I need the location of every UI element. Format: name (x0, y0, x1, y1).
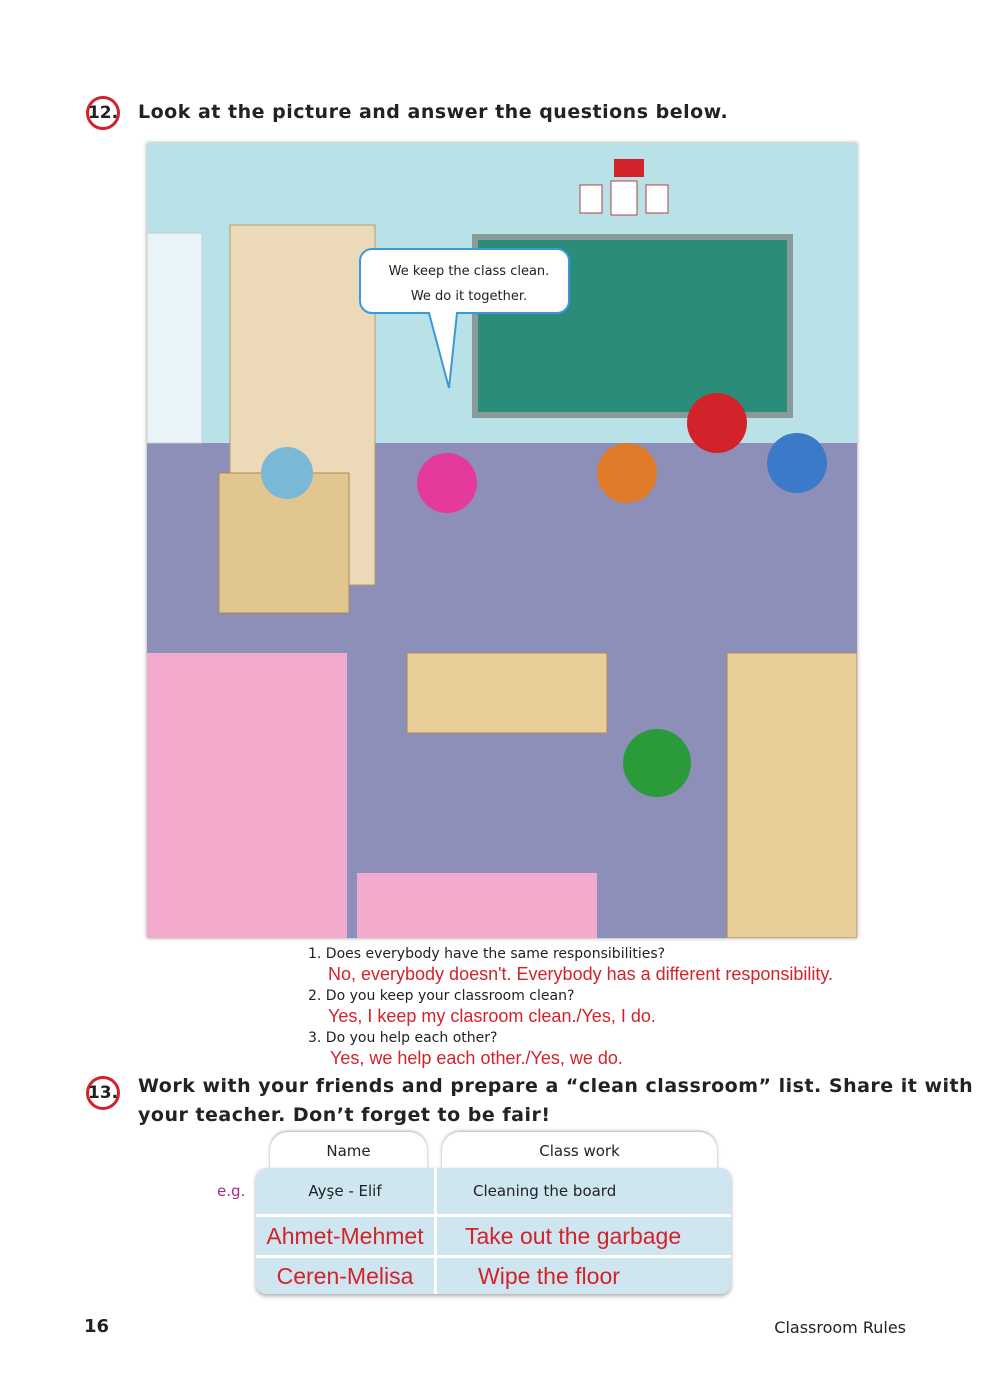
question-1: 1. Does everybody have the same responsibilities? (308, 946, 666, 962)
answer-1: No, everybody doesn't. Everybody has a different responsibility. (328, 964, 834, 984)
instruction-line-2: your teacher. Don’t forget to be fair! (138, 1104, 551, 1126)
header-class-work: Class work (442, 1132, 717, 1170)
exercise-13-number: 13. (86, 1076, 120, 1110)
unit-title: Classroom Rules (774, 1318, 906, 1337)
row-1-name: Ahmet-Mehmet (266, 1222, 424, 1249)
clean-classroom-table (256, 1168, 731, 1294)
question-2: 2. Do you keep your classroom clean? (308, 988, 575, 1004)
header-name: Name (270, 1132, 427, 1170)
row-1-work: Take out the garbage (465, 1222, 682, 1249)
example-label: e.g. (217, 1182, 246, 1200)
exercise-13-instruction (138, 1072, 973, 1130)
exercise-12-number: 12. (86, 96, 120, 130)
row-example-work: Cleaning the board (473, 1182, 617, 1200)
classroom-illustration (147, 143, 857, 938)
exercise-12-instruction: Look at the picture and answer the questions below. (138, 101, 729, 123)
question-3: 3. Do you help each other? (308, 1030, 498, 1046)
answer-2: Yes, I keep my clasroom clean./Yes, I do. (328, 1006, 656, 1026)
row-example-name: Ayşe - Elif (308, 1182, 382, 1200)
instruction-line-1: Work with your friends and prepare a “clean classroom” list. Share it with (138, 1075, 974, 1097)
page-number: 16 (84, 1316, 110, 1337)
speech-line-1: We keep the class clean. (388, 264, 550, 279)
row-2-work: Wipe the floor (478, 1262, 620, 1289)
row-2-name: Ceren-Melisa (276, 1262, 414, 1289)
speech-bubble (369, 259, 569, 309)
answer-3: Yes, we help each other./Yes, we do. (330, 1048, 623, 1068)
speech-line-2: We do it together. (410, 289, 528, 304)
